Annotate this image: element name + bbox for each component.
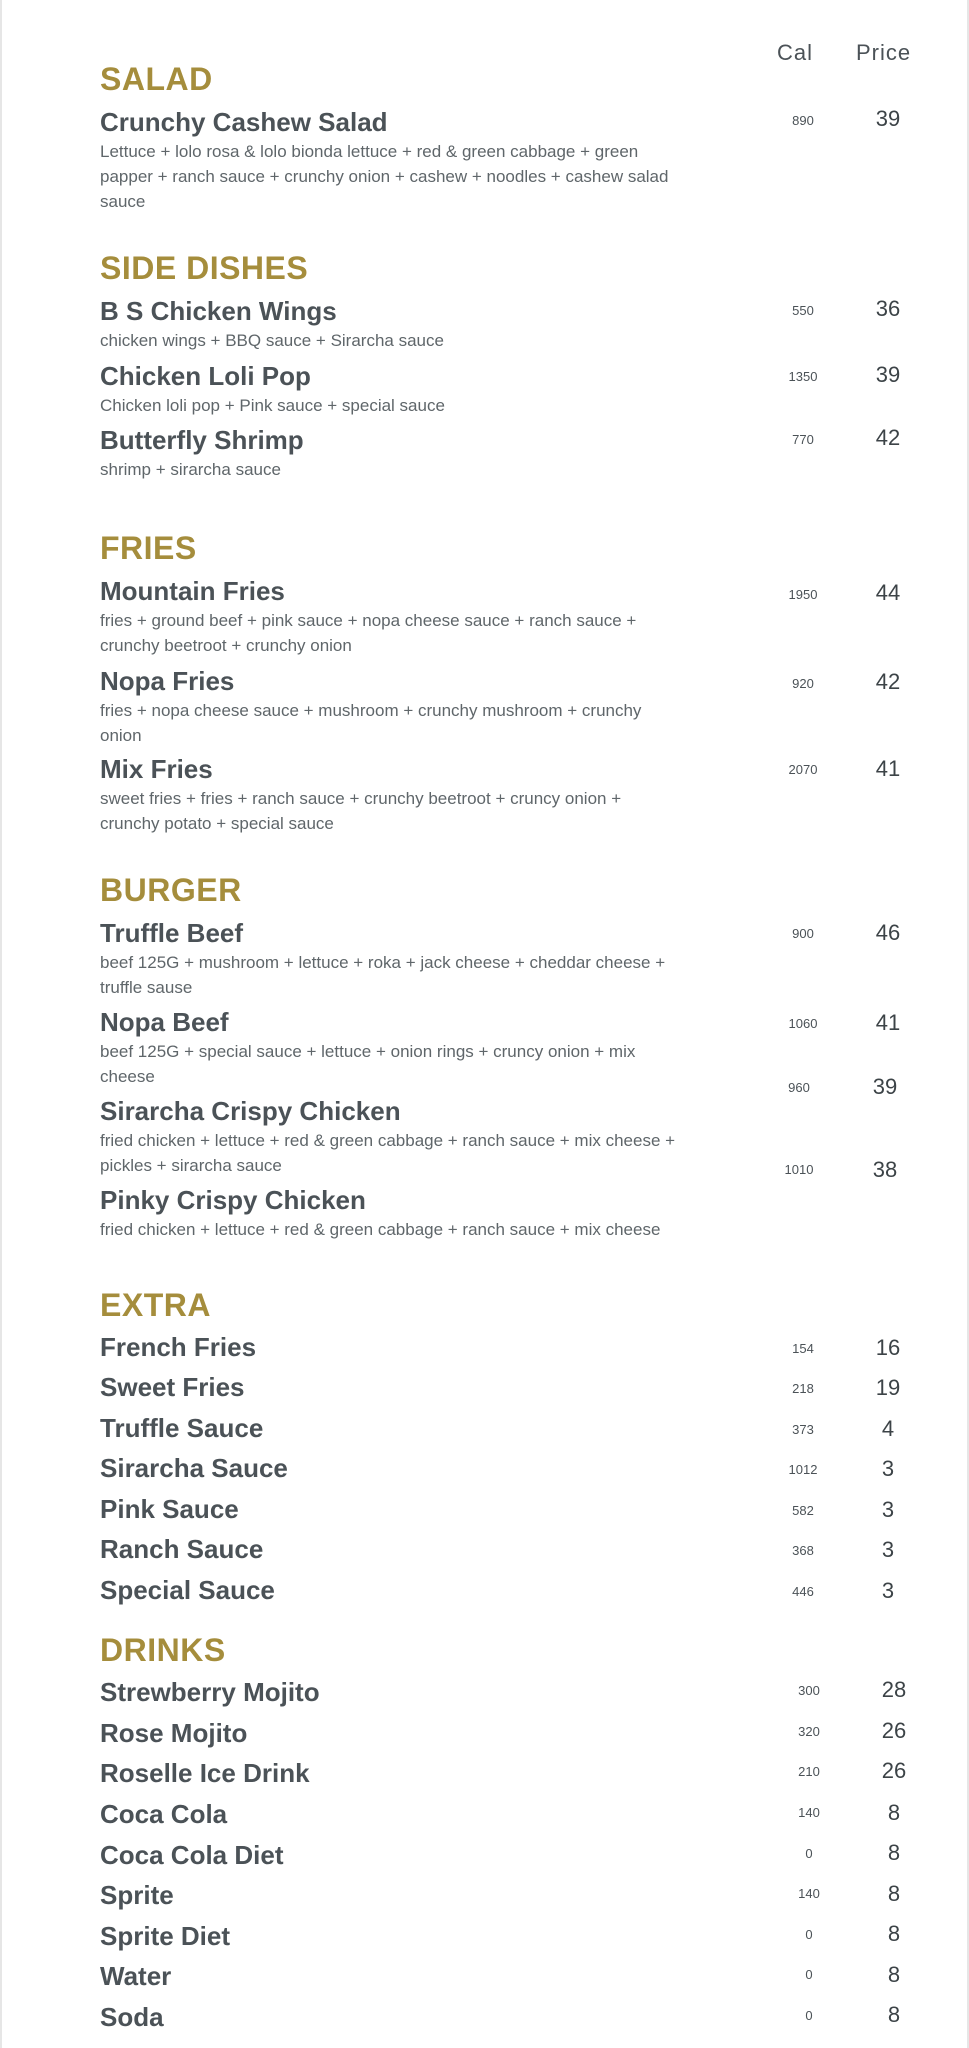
item-description: fried chicken + lettuce + red & green cabbage + ranch sauce + mix cheese (100, 1220, 661, 1239)
item-name: Special Sauce (100, 1575, 275, 1605)
item-price: 26 (881, 1758, 907, 1783)
section-extra (100, 1286, 900, 1324)
item-calories: 550 (792, 303, 814, 318)
item-price: 28 (881, 1677, 907, 1702)
item-name: Sirarcha Crispy Chicken (100, 1096, 401, 1126)
item-name: Crunchy Cashew Salad (100, 107, 388, 137)
item-price: 44 (875, 580, 901, 605)
item-name: Truffle Sauce (100, 1413, 264, 1443)
item-calories: 960 (788, 1080, 810, 1095)
item-name: Coca Cola (100, 1799, 228, 1829)
section-title: SIDE DISHES (100, 250, 309, 286)
item-calories: 140 (798, 1805, 820, 1820)
item-price: 42 (875, 425, 901, 450)
item-calories: 0 (805, 1927, 813, 1942)
item-name: Sweet Fries (100, 1372, 245, 1402)
section-title: BURGER (100, 872, 242, 908)
item-calories: 373 (792, 1422, 814, 1437)
page-left-edge (0, 0, 2, 2048)
item-name: Roselle Ice Drink (100, 1758, 310, 1788)
item-price: 3 (881, 1497, 895, 1522)
item-name: Rose Mojito (100, 1718, 248, 1748)
calories-column-header: Cal (777, 40, 814, 65)
item-description: Lettuce + lolo rosa & lolo bionda lettuce + red & green cabbage + green papper + ranch sauce + crunchy onion + cashew + noodles + cashew salad sauce (100, 142, 669, 211)
section-title: DRINKS (100, 1632, 226, 1668)
item-price: 8 (887, 1840, 901, 1865)
item-description: beef 125G + special sauce + lettuce + onion rings + cruncy onion + mix cheese (100, 1042, 636, 1086)
item-price: 8 (887, 1881, 901, 1906)
item-description: sweet fries + fries + ranch sauce + crunchy beetroot + cruncy onion + crunchy potato + special sauce (100, 789, 622, 833)
item-name: Chicken Loli Pop (100, 361, 311, 391)
item-calories: 0 (805, 2008, 813, 2023)
item-name: Nopa Fries (100, 666, 235, 696)
item-name: Butterfly Shrimp (100, 425, 304, 455)
item-description: beef 125G + mushroom + lettuce + roka + jack cheese + cheddar cheese + truffle sause (100, 953, 666, 997)
item-price: 39 (875, 362, 901, 387)
item-price: 8 (887, 1962, 901, 1987)
item-price: 42 (875, 669, 901, 694)
item-price: 36 (875, 296, 901, 321)
item-price: 41 (875, 756, 901, 781)
item-price: 3 (881, 1537, 895, 1562)
item-calories: 1950 (788, 587, 818, 602)
item-price: 39 (875, 106, 901, 131)
item-price: 38 (872, 1157, 898, 1182)
item-name: Mountain Fries (100, 576, 285, 606)
item-calories: 446 (792, 1584, 814, 1599)
item-description: fries + nopa cheese sauce + mushroom + crunchy mushroom + crunchy onion (100, 701, 642, 745)
item-price: 46 (875, 920, 901, 945)
item-calories: 582 (792, 1503, 814, 1518)
item-calories: 0 (805, 1846, 813, 1861)
item-name: B S Chicken Wings (100, 296, 337, 326)
item-name: Ranch Sauce (100, 1534, 264, 1564)
item-calories: 2070 (788, 762, 818, 777)
item-name: Sirarcha Sauce (100, 1453, 288, 1483)
item-description: Chicken loli pop + Pink sauce + special sauce (100, 396, 445, 415)
item-calories: 140 (798, 1886, 820, 1901)
item-price: 26 (881, 1718, 907, 1743)
item-name: Pink Sauce (100, 1494, 239, 1524)
item-calories: 900 (792, 926, 814, 941)
item-name: Nopa Beef (100, 1007, 229, 1037)
item-calories: 320 (798, 1724, 820, 1739)
section-burger (100, 871, 900, 909)
section-title: EXTRA (100, 1287, 211, 1323)
item-price: 19 (875, 1375, 901, 1400)
item-price: 3 (881, 1456, 895, 1481)
item-calories: 1060 (788, 1016, 818, 1031)
item-price: 39 (872, 1074, 898, 1099)
item-calories: 218 (792, 1381, 814, 1396)
item-name: Mix Fries (100, 754, 213, 784)
item-calories: 920 (792, 676, 814, 691)
item-price: 3 (881, 1578, 895, 1603)
item-description: fries + ground beef + pink sauce + nopa cheese sauce + ranch sauce + crunchy beetroot + crunchy onion (100, 611, 637, 655)
section-title: SALAD (100, 61, 213, 97)
item-calories: 300 (798, 1683, 820, 1698)
item-price: 8 (887, 2002, 901, 2027)
section-drinks (100, 1631, 900, 1669)
item-calories: 890 (792, 113, 814, 128)
item-description: chicken wings + BBQ sauce + Sirarcha sauce (100, 331, 444, 350)
item-description: fried chicken + lettuce + red & green cabbage + ranch sauce + mix cheese + pickles + sirarcha sauce (100, 1131, 676, 1175)
item-price: 16 (875, 1335, 901, 1360)
item-calories: 210 (798, 1764, 820, 1779)
item-calories: 1010 (784, 1162, 814, 1177)
item-name: Strewberry Mojito (100, 1677, 320, 1707)
item-name: Sprite Diet (100, 1921, 231, 1951)
section-fries (100, 529, 900, 567)
item-calories: 368 (792, 1543, 814, 1558)
item-calories: 1012 (788, 1462, 818, 1477)
item-name: Coca Cola Diet (100, 1840, 284, 1870)
section-side-dishes (100, 249, 900, 287)
item-description: shrimp + sirarcha sauce (100, 460, 281, 479)
item-price: 8 (887, 1800, 901, 1825)
item-name: Pinky Crispy Chicken (100, 1185, 366, 1215)
price-column-header: Price (856, 40, 912, 65)
item-calories: 1350 (788, 369, 818, 384)
menu-item[interactable] (100, 1185, 900, 1242)
item-name: Soda (100, 2002, 164, 2032)
item-name: Sprite (100, 1880, 174, 1910)
section-salad (100, 60, 900, 98)
item-price: 8 (887, 1921, 901, 1946)
item-name: Water (100, 1961, 172, 1991)
item-name: Truffle Beef (100, 918, 244, 948)
section-title: FRIES (100, 530, 197, 566)
item-price: 41 (875, 1010, 901, 1035)
item-calories: 770 (792, 432, 814, 447)
item-calories: 154 (792, 1341, 814, 1356)
item-name: French Fries (100, 1332, 257, 1362)
item-price: 4 (881, 1416, 895, 1441)
item-calories: 0 (805, 1967, 813, 1982)
